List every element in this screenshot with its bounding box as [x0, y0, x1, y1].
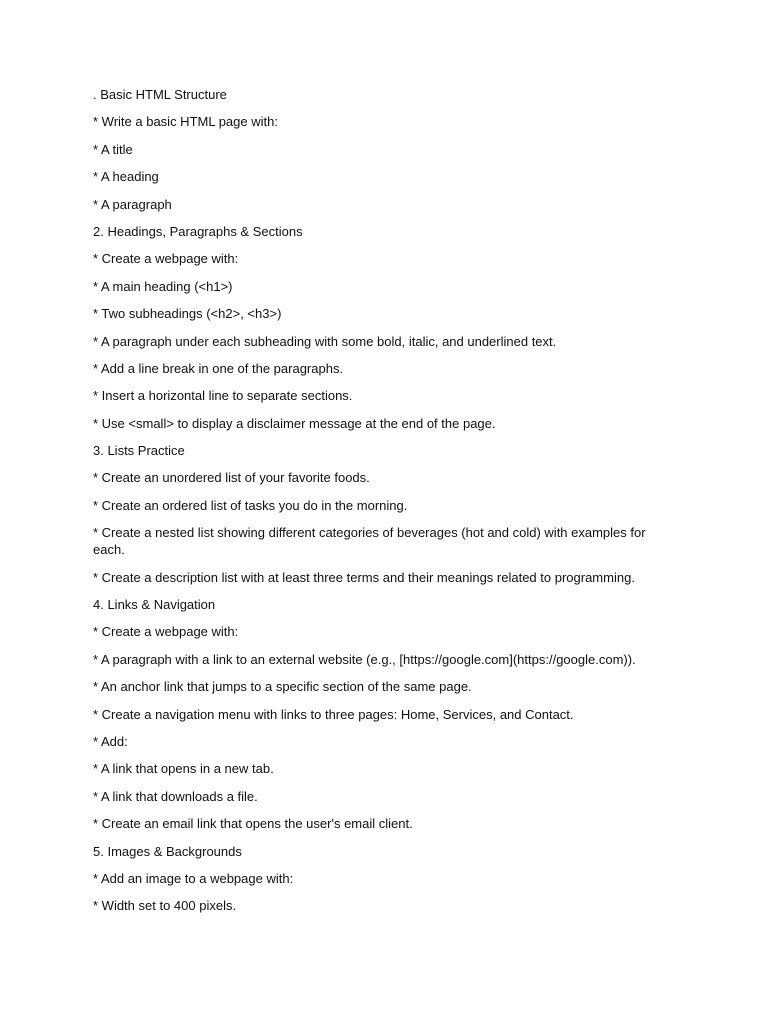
list-item: * Create an unordered list of your favorite foods.: [93, 470, 370, 486]
section-heading-images: 5. Images & Backgrounds: [93, 843, 242, 859]
section-heading-links: 4. Links & Navigation: [93, 597, 216, 613]
list-item: * Create an ordered list of tasks you do in the morning.: [93, 497, 408, 513]
list-item: * Create an email link that opens the user's email client.: [93, 816, 413, 832]
section-heading-basic-html: . Basic HTML Structure: [93, 87, 227, 102]
list-item: * Add an image to a webpage with:: [93, 870, 294, 886]
list-item: * An anchor link that jumps to a specific section of the same page.: [93, 679, 472, 695]
list-item: * A title: [93, 141, 133, 157]
list-item: * Use <small> to display a disclaimer message at the end of the page.: [93, 415, 496, 431]
list-item: * A main heading (<h1>): [93, 278, 233, 294]
list-item: * Create a description list with at least three terms and their meanings related to programming.: [93, 569, 635, 585]
list-item: * A link that opens in a new tab.: [93, 761, 274, 777]
list-item: * Create a webpage with:: [93, 251, 239, 267]
list-item: * Two subheadings (<h2>, <h3>): [93, 306, 282, 322]
list-item: * Width set to 400 pixels.: [93, 898, 237, 914]
list-item: * Add:: [93, 733, 128, 749]
list-item: * Add a line break in one of the paragraphs.: [93, 360, 344, 376]
list-item: * A paragraph: [93, 196, 172, 212]
list-item: * A paragraph with a link to an external website (e.g., [https://google.com](https://google.com)).: [93, 651, 636, 667]
section-heading-headings: 2. Headings, Paragraphs & Sections: [93, 223, 303, 239]
list-item: * Create a nested list showing different categories of beverages (hot and cold) with examples for each.: [93, 525, 646, 558]
document-body: [93, 86, 663, 925]
list-item: * Create a navigation menu with links to three pages: Home, Services, and Contact.: [93, 706, 574, 722]
list-item: * A link that downloads a file.: [93, 788, 258, 804]
list-item: * Create a webpage with:: [93, 624, 239, 640]
list-item: * A heading: [93, 169, 159, 185]
section-heading-lists: 3. Lists Practice: [93, 443, 185, 459]
list-item: * Insert a horizontal line to separate sections.: [93, 388, 353, 404]
list-item: * Write a basic HTML page with:: [93, 114, 278, 130]
list-item: * A paragraph under each subheading with some bold, italic, and underlined text.: [93, 333, 557, 349]
